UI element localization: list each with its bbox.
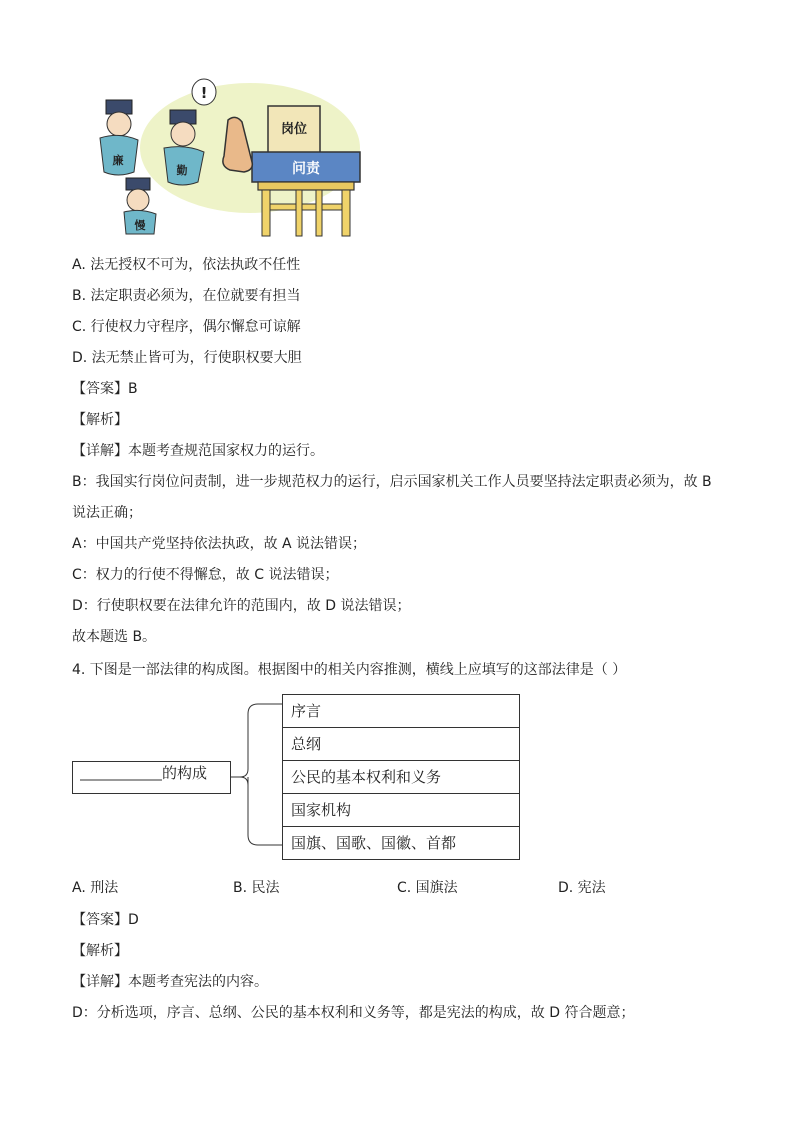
law-name-suffix: 的构成 bbox=[162, 764, 208, 782]
desk-top bbox=[258, 182, 354, 190]
parts-table bbox=[283, 695, 520, 860]
q4-option-c: C. 国旗法 bbox=[397, 880, 458, 896]
desk-leg bbox=[342, 190, 350, 236]
exclamation-mark: ! bbox=[200, 84, 208, 102]
q3-conclusion: 故本题选 B。 bbox=[72, 629, 157, 645]
q4-explanation-line: D：分析选项，序言、总纲、公民的基本权利和义务等，都是宪法的构成，故 D 符合题意； bbox=[72, 1005, 635, 1021]
q4-stem: 4. 下图是一部法律的构成图。根据图中的相关内容推测，横线上应填写的这部法律是（ ） bbox=[72, 662, 627, 678]
q3-explanation-line: B：我国实行岗位问责制，进一步规范权力的运行，启示国家机关工作人员要坚持法定职责必须为，故 B bbox=[72, 474, 712, 490]
q3-explanation-line: A：中国共产党坚持依法执政，故 A 说法错误； bbox=[72, 536, 367, 552]
official-face bbox=[107, 112, 131, 136]
q3-detail: 【详解】本题考查规范国家权力的运行。 bbox=[72, 443, 324, 459]
law-structure-diagram bbox=[72, 690, 532, 862]
desk-leg bbox=[316, 190, 322, 236]
official-face bbox=[171, 122, 195, 146]
q3-option-d: D. 法无禁止皆可为，行使职权要大胆 bbox=[72, 350, 302, 366]
official-figure-1 bbox=[100, 100, 138, 175]
part-label: 国家机构 bbox=[291, 801, 352, 819]
desk-board-label: 岗位 bbox=[280, 122, 308, 137]
q4-answer: 【答案】D bbox=[72, 912, 139, 928]
official-face bbox=[127, 189, 149, 211]
q4-option-a: A. 刑法 bbox=[72, 880, 119, 896]
desk-rail bbox=[270, 204, 342, 210]
desk-leg bbox=[262, 190, 270, 236]
bracket bbox=[230, 704, 282, 845]
q3-explanation-line: D：行使职权要在法律允许的范围内，故 D 说法错误； bbox=[72, 598, 411, 614]
q4-option-d: D. 宪法 bbox=[558, 880, 606, 896]
part-label: 总纲 bbox=[291, 735, 322, 753]
part-label: 国旗、国歌、国徽、首都 bbox=[291, 834, 457, 852]
q3-analysis-label: 【解析】 bbox=[72, 412, 128, 428]
q3-explanation-line: C：权力的行使不得懈怠，故 C 说法错误； bbox=[72, 567, 339, 583]
official-hat bbox=[126, 178, 150, 190]
part-label: 序言 bbox=[291, 702, 322, 720]
q3-answer: 【答案】B bbox=[72, 381, 138, 397]
official-figure-3 bbox=[124, 178, 156, 234]
figure-label: 廉 bbox=[112, 154, 124, 167]
q3-explanation-line: 说法正确； bbox=[72, 505, 142, 521]
q3-option-b: B. 法定职责必须为，在位就要有担当 bbox=[72, 288, 301, 304]
q4-detail: 【详解】本题考查宪法的内容。 bbox=[72, 974, 268, 990]
desk-leg bbox=[296, 190, 302, 236]
desk-plaque-label: 问责 bbox=[292, 161, 320, 177]
q3-option-a: A. 法无授权不可为，依法执政不任性 bbox=[72, 257, 301, 273]
cartoon-illustration bbox=[70, 78, 365, 238]
figure-label: 勤 bbox=[176, 164, 188, 177]
q4-analysis-label: 【解析】 bbox=[72, 943, 128, 959]
q3-option-c: C. 行使权力守程序，偶尔懈怠可谅解 bbox=[72, 319, 301, 335]
figure-label: 慢 bbox=[134, 219, 146, 232]
q4-option-b: B. 民法 bbox=[233, 880, 280, 896]
part-label: 公民的基本权利和义务 bbox=[291, 768, 442, 786]
